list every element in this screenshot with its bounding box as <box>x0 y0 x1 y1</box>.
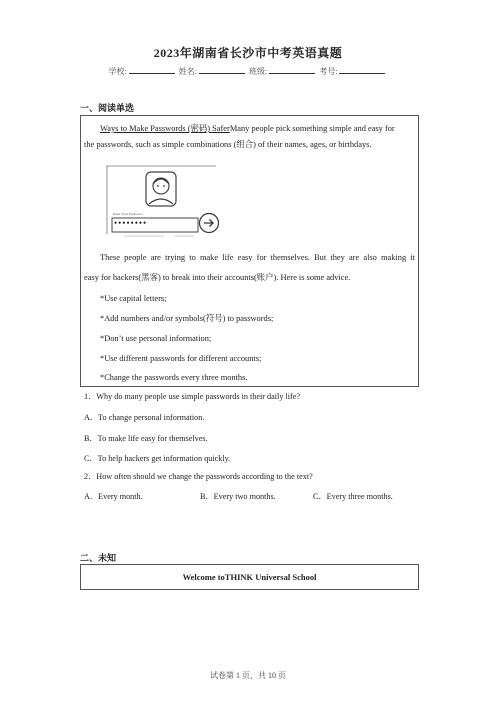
class-label: 班级: <box>249 67 268 76</box>
password-caption: Enter Your Password <box>113 212 143 216</box>
arrow-right-circle-icon <box>198 212 220 234</box>
student-info-line <box>0 66 496 77</box>
q1-option-b[interactable]: B．To make life easy for themselves. <box>84 434 208 443</box>
passage-intro-cont: the passwords, such as simple combinations (组合) of their names, ages, or birthdays. <box>84 140 372 149</box>
advice-item: *Use different passwords for different accounts; <box>100 354 262 363</box>
section-heading-unknown: 二、未知 <box>80 553 117 563</box>
avatar-face-icon <box>153 178 169 194</box>
passage-intro: Many people pick something simple and easy for <box>229 124 395 133</box>
q2-option-a[interactable]: A．Every month. <box>84 492 143 501</box>
school-blank <box>129 66 175 74</box>
password-dots: •••••••• <box>114 218 148 228</box>
question-2-stem: 2．How often should we change the passwords according to the text? <box>84 472 313 481</box>
passage-title: Ways to Make Passwords (密码) Safer <box>100 124 230 133</box>
para2-line2: easy for hackers(黑客) to break into their accounts(账户). Here is some advice. <box>84 273 351 282</box>
name-blank <box>199 66 245 74</box>
advice-item: *Use capital letters; <box>100 294 167 303</box>
advice-item: *Change the passwords every three months. <box>100 373 248 382</box>
page-title: 2023年湖南省长沙市中考英语真题 <box>153 46 343 60</box>
name-label: 姓名: <box>178 67 197 76</box>
q2-option-c[interactable]: C．Every three months. <box>313 492 393 501</box>
welcome-title: Welcome toTHINK Universal School <box>182 572 317 582</box>
welcome-box <box>80 564 419 590</box>
para2-line1: These people are trying to make life easy for themselves. But they are also making it <box>100 253 415 262</box>
school-label: 学校: <box>108 67 127 76</box>
question-1-stem: 1．Why do many people use simple passwords in their daily life? <box>84 392 301 401</box>
advice-item: *Don’t use personal information; <box>100 334 212 343</box>
class-blank <box>269 66 315 74</box>
page-footer: 试卷第 1 页，共 10 页 <box>210 671 286 680</box>
advice-item: *Add numbers and/or symbols(符号) to passwords; <box>100 314 274 323</box>
exam-no-label: 考号: <box>319 67 338 76</box>
section-heading-reading: 一、阅读单选 <box>80 103 135 113</box>
exam-no-blank <box>339 66 385 74</box>
q2-option-b[interactable]: B．Every two months. <box>200 492 276 501</box>
q1-option-a[interactable]: A．To change personal information. <box>84 413 205 422</box>
q1-option-c[interactable]: C．To help hackers get information quickly. <box>84 454 231 463</box>
passage-first-line <box>100 121 415 137</box>
